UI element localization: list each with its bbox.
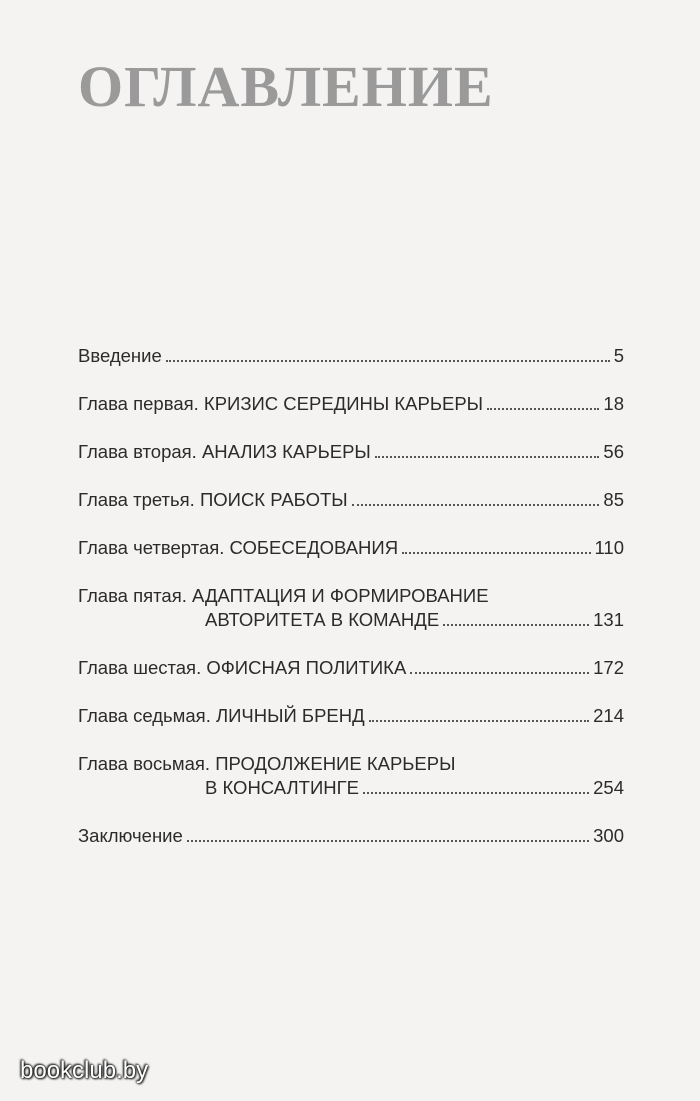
toc-entry-label: Заключение <box>78 825 183 846</box>
toc-entry-page: 18 <box>603 393 624 414</box>
dot-leader <box>166 354 610 362</box>
toc-entry[interactable] <box>78 488 624 512</box>
dot-leader <box>352 498 600 506</box>
toc-entry-label: Глава восьмая. ПРОДОЛЖЕНИЕ КАРЬЕРЫ <box>78 753 456 774</box>
toc-entry-page: 172 <box>593 657 624 678</box>
dot-leader <box>487 402 599 410</box>
toc-entry-label: Введение <box>78 345 162 366</box>
page-title: ОГЛАВЛЕНИЕ <box>78 54 494 119</box>
toc-entry-label: Глава вторая. АНАЛИЗ КАРЬЕРЫ <box>78 441 371 462</box>
toc-entry-label: Глава шестая. ОФИСНАЯ ПОЛИТИКА <box>78 657 407 678</box>
toc-entry[interactable] <box>78 584 624 632</box>
toc-entry-page: 254 <box>593 777 624 798</box>
toc-entry-label: Глава первая. КРИЗИС СЕРЕДИНЫ КАРЬЕРЫ <box>78 393 484 414</box>
toc-entry-page: 110 <box>594 537 624 558</box>
toc-entry[interactable] <box>78 440 624 464</box>
dot-leader <box>375 450 600 458</box>
toc-entry[interactable] <box>78 704 624 728</box>
toc-entry-page: 131 <box>593 609 624 630</box>
toc-entry-page: 5 <box>613 345 624 366</box>
toc-entry-page: 85 <box>603 489 624 510</box>
toc-entry-label-continued: АВТОРИТЕТА В КОМАНДЕ <box>205 609 440 630</box>
toc-entry-label: Глава пятая. АДАПТАЦИЯ И ФОРМИРОВАНИЕ <box>78 585 489 606</box>
toc-entry-label: Глава четвертая. СОБЕСЕДОВАНИЯ <box>78 537 399 558</box>
toc-entry-page: 56 <box>603 441 624 462</box>
dot-leader <box>402 546 590 554</box>
dot-leader <box>369 714 589 722</box>
dot-leader <box>187 834 589 842</box>
watermark: bookclub.by <box>20 1057 149 1084</box>
toc-entry[interactable] <box>78 536 624 560</box>
toc-entry[interactable] <box>78 656 624 680</box>
toc-entry[interactable] <box>78 344 624 368</box>
toc-entry-page: 214 <box>593 705 624 726</box>
dot-leader <box>443 618 589 626</box>
dot-leader <box>363 786 589 794</box>
toc-entry-label: Глава седьмая. ЛИЧНЫЙ БРЕНД <box>78 705 365 726</box>
toc-entry[interactable] <box>78 392 624 416</box>
table-of-contents <box>78 344 624 872</box>
toc-entry-label-continued: В КОНСАЛТИНГЕ <box>205 777 359 798</box>
toc-entry[interactable] <box>78 824 624 848</box>
toc-entry[interactable] <box>78 752 624 800</box>
dot-leader <box>410 666 589 674</box>
toc-entry-page: 300 <box>593 825 624 846</box>
toc-entry-label: Глава третья. ПОИСК РАБОТЫ <box>78 489 348 510</box>
